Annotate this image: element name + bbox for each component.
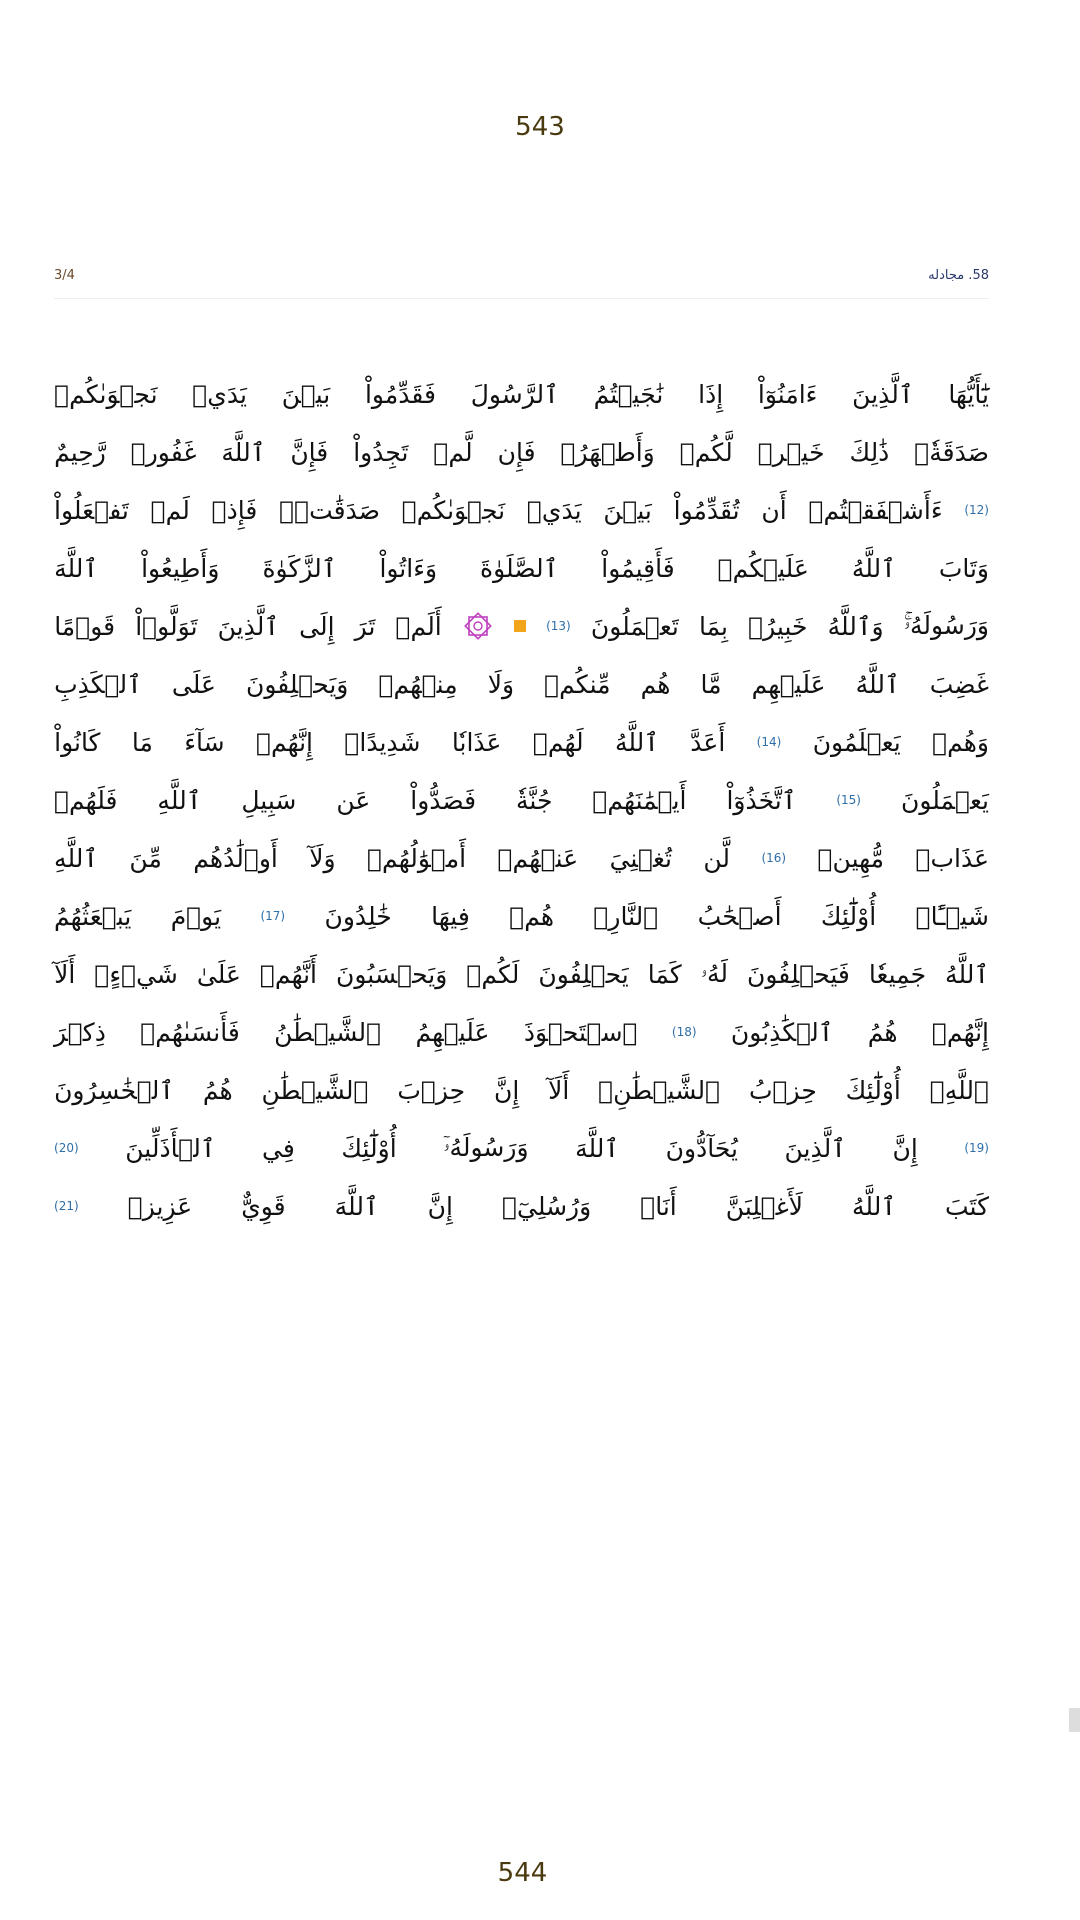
- quran-word[interactable]: ءَأَشۡفَقۡتُمۡ: [808, 495, 943, 525]
- quran-word[interactable]: هُمۡ: [509, 901, 555, 931]
- quran-word[interactable]: أَلَآ: [548, 1075, 570, 1105]
- quran-word[interactable]: تُقَدِّمُواْ: [673, 495, 740, 525]
- ayah-number[interactable]: (18): [671, 1025, 697, 1039]
- quran-word[interactable]: جَمِيعٗا: [868, 959, 927, 989]
- quran-word[interactable]: إِلَى: [299, 611, 335, 641]
- verses-block: [54, 365, 989, 1235]
- quran-word[interactable]: لَّن: [703, 843, 731, 873]
- quran-word[interactable]: قَوۡمًا: [54, 611, 116, 641]
- quran-word[interactable]: ذَٰلِكَ: [849, 437, 890, 467]
- quran-word[interactable]: لَّمۡ: [433, 437, 473, 467]
- quran-word[interactable]: فَأَقِيمُواْ: [601, 553, 675, 583]
- quran-word[interactable]: ٱلۡكَذِبِ: [54, 669, 142, 699]
- quran-word[interactable]: وَرُسُلِيٓۚ: [501, 1191, 592, 1221]
- quran-word[interactable]: وَلَآ: [309, 843, 336, 873]
- quran-word[interactable]: ٱسۡتَحۡوَذَ: [523, 1017, 638, 1047]
- quran-word[interactable]: لَمۡ: [150, 495, 190, 525]
- quran-word[interactable]: ٱلَّذِينَ: [784, 1133, 846, 1163]
- quran-word[interactable]: بَيۡنَ: [281, 379, 331, 409]
- quran-word[interactable]: ٱلشَّيۡطَٰنُ: [274, 1017, 382, 1047]
- page-number-bottom: 544: [497, 1858, 548, 1888]
- quran-word[interactable]: عَذَابٗا: [451, 727, 502, 757]
- quran-word[interactable]: فَأَنسَىٰهُمۡ: [140, 1017, 240, 1047]
- quran-word[interactable]: ٱلشَّيۡطَٰنِۚ: [598, 1075, 721, 1105]
- quran-word[interactable]: أُوْلَٰٓئِكَ: [845, 1075, 901, 1105]
- quran-word[interactable]: وَهُمۡ: [932, 727, 989, 757]
- quran-word[interactable]: ٱلزَّكَوٰةَ: [262, 553, 337, 583]
- quran-word[interactable]: وَرَسُولَهُۥۚ: [903, 611, 989, 640]
- quran-word[interactable]: ٱللَّهَ: [54, 553, 99, 583]
- quran-word[interactable]: ٱتَّخَذُوٓاْ: [726, 785, 797, 815]
- page-header: [54, 268, 989, 299]
- quran-word[interactable]: ٱلۡأَذَلِّينَ: [125, 1133, 216, 1163]
- quran-word[interactable]: مِّنكُمۡ: [544, 669, 611, 699]
- quran-word[interactable]: أَمۡوَٰلُهُمۡ: [367, 843, 467, 873]
- quran-word[interactable]: وَأَطۡهَرُۚ: [560, 437, 655, 467]
- quran-word[interactable]: ٱللَّهِۚ: [929, 1075, 989, 1105]
- quran-word[interactable]: تَوَلَّوۡاْ: [135, 611, 198, 641]
- quran-word[interactable]: تُغۡنِيَ: [609, 843, 672, 873]
- quran-word[interactable]: وَتَابَ: [938, 553, 989, 583]
- quran-word[interactable]: يَٰٓأَيُّهَا: [948, 379, 989, 409]
- verse-line: [54, 365, 989, 423]
- quran-word[interactable]: حِزۡبَ: [397, 1075, 466, 1105]
- quran-word[interactable]: ٱلشَّيۡطَٰنِ: [261, 1075, 369, 1105]
- quran-word[interactable]: أَنَا۠: [640, 1191, 677, 1221]
- verse-line: [54, 539, 989, 597]
- quran-word[interactable]: ٱللَّهُ: [855, 669, 900, 699]
- quran-word[interactable]: يَعۡلَمُونَ: [812, 727, 901, 757]
- quran-word[interactable]: نَجۡوَىٰكُمۡ: [54, 379, 158, 409]
- quran-word[interactable]: وَيَحۡسَبُونَ: [336, 959, 448, 989]
- quran-word[interactable]: فَيَحۡلِفُونَ: [747, 959, 850, 989]
- quran-word[interactable]: وَلَا: [487, 669, 515, 699]
- quran-word[interactable]: إِنَّهُمۡ: [931, 1017, 989, 1047]
- quran-word[interactable]: يَدَيۡ: [192, 379, 247, 409]
- quran-word[interactable]: فَلَهُمۡ: [54, 785, 118, 815]
- quran-word[interactable]: سَآءَ: [184, 727, 225, 757]
- verse-line: [54, 597, 989, 655]
- ayah-number[interactable]: (12): [964, 503, 989, 517]
- quran-word[interactable]: جُنَّةٗ: [516, 785, 553, 815]
- quran-word[interactable]: شَدِيدًاۖ: [344, 727, 421, 757]
- quran-word[interactable]: أَوۡلَٰدُهُم: [193, 843, 278, 873]
- quran-word[interactable]: يَحۡلِفُونَ: [538, 959, 629, 989]
- quran-word[interactable]: خَٰلِدُونَ: [324, 901, 392, 931]
- quran-word[interactable]: يَبۡعَثُهُمُ: [54, 901, 132, 931]
- quran-word[interactable]: أَيۡمَٰنَهُمۡ: [592, 785, 687, 815]
- quran-word[interactable]: هُمُ: [202, 1075, 233, 1105]
- ayah-number[interactable]: (16): [761, 851, 787, 865]
- quran-word[interactable]: نَٰجَيۡتُمُ: [593, 379, 664, 409]
- quran-word[interactable]: فِي: [262, 1133, 295, 1163]
- quran-word[interactable]: فِيهَا: [431, 901, 470, 931]
- quran-word[interactable]: ٱلنَّارِۖ: [593, 901, 659, 931]
- quran-word[interactable]: أَنَّهُمۡ: [259, 959, 317, 989]
- quran-word[interactable]: أَلَمۡ: [395, 611, 442, 641]
- ayah-number[interactable]: (14): [756, 735, 782, 749]
- verse-line: [54, 1177, 989, 1235]
- quran-word[interactable]: فَإِنَّ: [290, 437, 329, 467]
- quran-word[interactable]: أُوْلَٰٓئِكَ: [820, 901, 877, 931]
- hizb-marker-icon: [514, 620, 526, 632]
- quran-word[interactable]: عَلَى: [171, 669, 216, 699]
- verse-line: [54, 887, 989, 945]
- quran-word[interactable]: لَكُمۡ: [466, 959, 520, 989]
- quran-word[interactable]: أَعَدَّ: [690, 727, 726, 757]
- quran-word[interactable]: أَصۡحَٰبُ: [697, 901, 782, 931]
- quran-word[interactable]: عَلَىٰ: [196, 959, 241, 989]
- quran-word[interactable]: ٱلَّذِينَ: [852, 379, 914, 409]
- ayah-number[interactable]: (21): [54, 1199, 79, 1213]
- quran-word[interactable]: ٱللَّهَ: [575, 1133, 620, 1163]
- quran-word[interactable]: فَإِن: [497, 437, 536, 467]
- quran-word[interactable]: وَٱللَّهُ: [827, 611, 884, 641]
- surah-title[interactable]: 58. مجادله: [928, 268, 989, 283]
- ayah-number[interactable]: (19): [964, 1141, 989, 1155]
- verse-line: [54, 713, 989, 771]
- quran-word[interactable]: نَجۡوَىٰكُمۡ: [401, 495, 506, 525]
- quran-word[interactable]: مَّا: [700, 669, 722, 699]
- ayah-number[interactable]: (17): [260, 909, 286, 923]
- verse-line: [54, 481, 989, 539]
- quran-word[interactable]: عَلَيۡهِم: [751, 669, 826, 699]
- quran-word[interactable]: يُحَآدُّونَ: [665, 1133, 738, 1163]
- quran-word[interactable]: بَيۡنَ: [603, 495, 652, 525]
- quran-word[interactable]: أَلَآ: [54, 959, 76, 989]
- quran-word[interactable]: وَءَاتُواْ: [379, 553, 438, 583]
- quran-word[interactable]: تَفۡعَلُواْ: [54, 495, 129, 525]
- quran-word[interactable]: إِنَّ: [427, 1191, 453, 1221]
- quran-word[interactable]: مَا: [131, 727, 153, 757]
- verse-line: [54, 655, 989, 713]
- quran-word[interactable]: ٱلۡكَٰذِبُونَ: [730, 1017, 834, 1047]
- quran-word[interactable]: يَعۡمَلُونَ: [900, 785, 989, 815]
- quran-word[interactable]: تَعۡمَلُونَ: [590, 611, 679, 641]
- quran-word[interactable]: بِمَا: [698, 611, 729, 641]
- quran-word[interactable]: وَرَسُولَهُۥٓ: [443, 1133, 529, 1162]
- verse-line: [54, 829, 989, 887]
- quran-word[interactable]: عَنۡهُمۡ: [497, 843, 579, 873]
- quran-word[interactable]: يَدَيۡ: [526, 495, 582, 525]
- quran-word[interactable]: تَرَ: [354, 611, 376, 641]
- quran-word[interactable]: ءَامَنُوٓاْ: [757, 379, 818, 409]
- quran-word[interactable]: عَن: [336, 785, 371, 815]
- quran-word[interactable]: أُوْلَٰٓئِكَ: [341, 1133, 397, 1163]
- quran-word[interactable]: مُّهِينٞ: [817, 843, 885, 873]
- quran-word[interactable]: فَإِذۡ: [211, 495, 258, 525]
- quran-word[interactable]: ذِكۡرَ: [54, 1017, 106, 1047]
- quran-word[interactable]: إِنَّ: [892, 1133, 918, 1163]
- quran-word[interactable]: عَلَيۡهِمُ: [415, 1017, 490, 1047]
- quran-word[interactable]: كَمَا: [647, 959, 682, 989]
- quran-word[interactable]: لَّكُمۡ: [679, 437, 733, 467]
- verse-line: [54, 945, 989, 1003]
- quran-word[interactable]: ٱللَّهُ: [851, 553, 896, 583]
- page-number-top: 543: [515, 112, 565, 142]
- quran-word[interactable]: تَجِدُواْ: [353, 437, 409, 467]
- quran-word[interactable]: هُمُ: [867, 1017, 898, 1047]
- quran-word[interactable]: خَبِيرُۢ: [748, 611, 808, 641]
- quran-word[interactable]: كَتَبَ: [945, 1191, 989, 1221]
- quran-word[interactable]: فَصَدُّواْ: [410, 785, 477, 815]
- verse-line: [54, 1003, 989, 1061]
- quran-word[interactable]: خَيۡرٞ: [757, 437, 825, 467]
- quran-word[interactable]: وَيَحۡلِفُونَ: [246, 669, 349, 699]
- quran-word[interactable]: كَانُواْ: [54, 727, 101, 757]
- quran-word[interactable]: ٱللَّهُ: [945, 959, 989, 989]
- quran-word[interactable]: وَأَطِيعُواْ: [141, 553, 220, 583]
- quran-word[interactable]: إِنَّ: [493, 1075, 520, 1105]
- quran-word[interactable]: شَيۡـًٔاۚ: [915, 901, 989, 931]
- quran-word[interactable]: قَوِيٌّ: [241, 1191, 286, 1221]
- quran-word[interactable]: يَوۡمَ: [170, 901, 222, 931]
- quran-word[interactable]: عَزِيزٞ: [127, 1191, 193, 1221]
- quran-word[interactable]: لَهُمۡ: [532, 727, 584, 757]
- quran-word[interactable]: ٱلَّذِينَ: [217, 611, 280, 641]
- quran-word[interactable]: ٱلۡخَٰسِرُونَ: [54, 1075, 174, 1105]
- verse-line: [54, 423, 989, 481]
- quran-word[interactable]: لَهُۥ: [700, 959, 729, 988]
- quran-word[interactable]: ٱللَّهَ: [334, 1191, 379, 1221]
- verse-line: [54, 1061, 989, 1119]
- ayah-number[interactable]: (15): [836, 793, 861, 807]
- quran-word[interactable]: شَيۡءٍۚ: [94, 959, 178, 989]
- quran-word[interactable]: فَقَدِّمُواْ: [364, 379, 436, 409]
- quran-word[interactable]: ٱللَّهُ: [614, 727, 659, 757]
- quran-word[interactable]: ٱللَّهِ: [157, 785, 202, 815]
- quran-word[interactable]: إِنَّهُمۡ: [255, 727, 314, 757]
- quran-word[interactable]: حِزۡبُ: [748, 1075, 817, 1105]
- quran-word[interactable]: عَلَيۡكُمۡ: [717, 553, 809, 583]
- ayah-number[interactable]: (20): [54, 1141, 79, 1155]
- quran-word[interactable]: صَدَقَٰتٖۚ: [279, 495, 380, 525]
- quran-word[interactable]: هُم: [640, 669, 671, 699]
- quran-word[interactable]: لَأَغۡلِبَنَّ: [725, 1191, 803, 1221]
- ayah-number[interactable]: (13): [546, 619, 571, 633]
- quran-word[interactable]: صَدَقَةٗۚ: [914, 437, 989, 467]
- quran-word[interactable]: ٱللَّهِ: [54, 843, 98, 873]
- verse-line: [54, 1119, 989, 1177]
- quran-word[interactable]: أَن: [761, 495, 787, 525]
- quran-word[interactable]: ٱللَّهُ: [852, 1191, 896, 1221]
- scrollbar-thumb[interactable]: [1069, 1708, 1080, 1732]
- quran-word[interactable]: ٱلصَّلَوٰةَ: [480, 553, 559, 583]
- quran-word[interactable]: إِذَا: [698, 379, 724, 409]
- quran-word[interactable]: عَذَابٞ: [915, 843, 989, 873]
- quran-word[interactable]: سَبِيلِ: [241, 785, 297, 815]
- quran-word[interactable]: غَفُورٞ: [130, 437, 197, 467]
- quran-word[interactable]: غَضِبَ: [929, 669, 989, 699]
- quran-word[interactable]: ٱلرَّسُولَ: [470, 379, 559, 409]
- quran-word[interactable]: مِنۡهُمۡ: [378, 669, 458, 699]
- quran-word[interactable]: رَّحِيمٌ: [54, 437, 106, 467]
- verse-line: [54, 771, 989, 829]
- juz-progress: 3/4: [54, 268, 75, 283]
- quran-word[interactable]: مِّنَ: [129, 843, 162, 873]
- rub-el-hizb-icon: [462, 610, 494, 642]
- quran-word[interactable]: ٱللَّهَ: [221, 437, 266, 467]
